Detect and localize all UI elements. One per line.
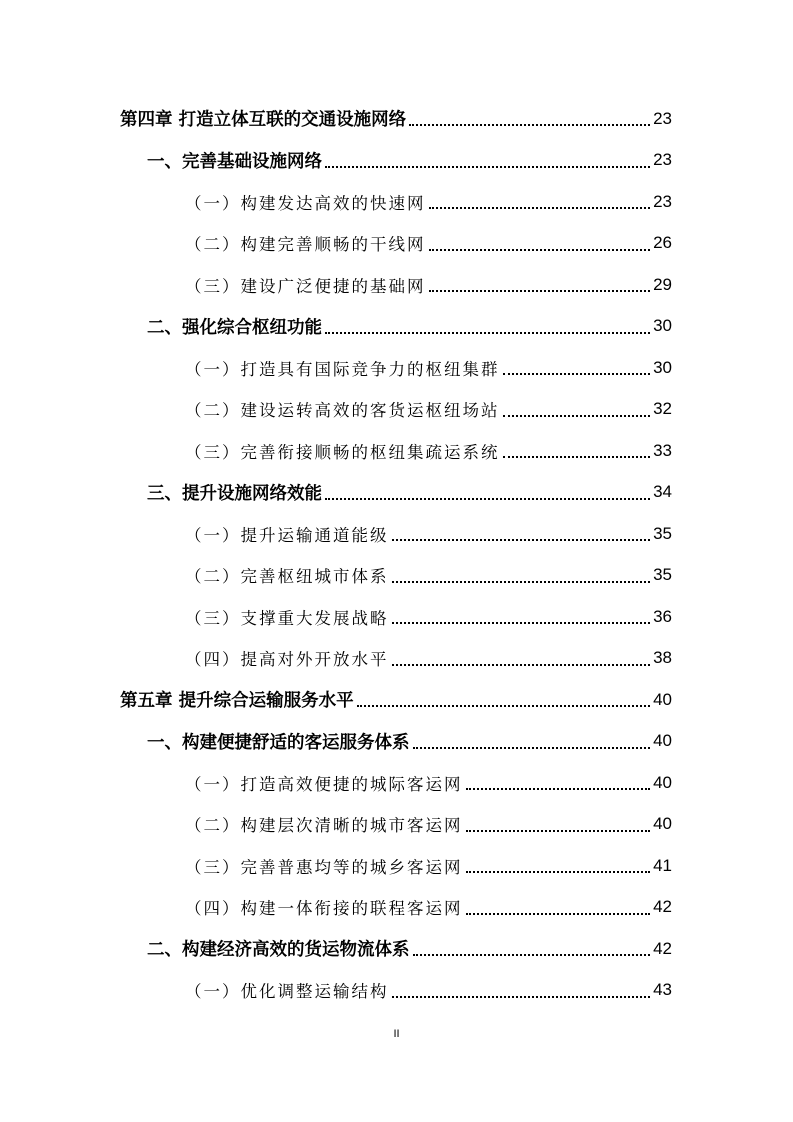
toc-subsection-entry[interactable] <box>0 970 793 1012</box>
toc-entry-title: 一、构建便捷舒适的客运服务体系 <box>147 732 410 753</box>
toc-dot-leader <box>466 829 651 832</box>
toc-entry-page-number: 32 <box>653 399 672 419</box>
toc-entry-page-number: 33 <box>653 440 672 460</box>
toc-subsection-entry[interactable] <box>0 887 793 929</box>
toc-dot-leader <box>503 414 651 417</box>
toc-entry-title: （二）完善枢纽城市体系 <box>185 567 389 587</box>
toc-entry-title: （二）构建完善顺畅的干线网 <box>185 235 426 255</box>
toc-dot-leader <box>413 953 651 956</box>
page-footer-number: II <box>393 1028 400 1040</box>
toc-entry-title: （四）提高对外开放水平 <box>185 650 389 670</box>
toc-subsection-entry[interactable] <box>0 181 793 223</box>
toc-entry-page-number: 42 <box>653 938 672 958</box>
toc-entry-title: 第四章 打造立体互联的交通设施网络 <box>120 110 407 131</box>
toc-entry-page-number: 26 <box>653 233 672 253</box>
toc-entry-title: （三）完善衔接顺畅的枢纽集疏运系统 <box>185 442 500 462</box>
toc-dot-leader <box>392 995 651 998</box>
toc-dot-leader <box>466 912 651 915</box>
toc-subsection-entry[interactable] <box>0 555 793 597</box>
toc-dot-leader <box>392 621 651 624</box>
toc-entry-page-number: 41 <box>653 855 672 875</box>
toc-entry-page-number: 35 <box>653 523 672 543</box>
toc-entry-page-number: 36 <box>653 606 672 626</box>
toc-dot-leader <box>325 165 650 168</box>
toc-dot-leader <box>429 248 651 251</box>
toc-dot-leader <box>392 538 651 541</box>
toc-entry-title: 三、提升设施网络效能 <box>147 483 322 504</box>
toc-dot-leader <box>413 746 651 749</box>
toc-entry-title: （一）构建发达高效的快速网 <box>185 193 426 213</box>
toc-subsection-entry[interactable] <box>0 264 793 306</box>
toc-entry-page-number: 42 <box>653 897 672 917</box>
toc-dot-leader <box>357 704 650 707</box>
toc-entry-page-number: 43 <box>653 980 672 1000</box>
toc-dot-leader <box>466 787 651 790</box>
toc-subsection-entry[interactable] <box>0 804 793 846</box>
toc-subsection-entry[interactable] <box>0 762 793 804</box>
toc-dot-leader <box>409 123 650 126</box>
toc-section-entry[interactable] <box>0 306 793 348</box>
toc-dot-leader <box>503 455 651 458</box>
toc-entry-title: （三）支撑重大发展战略 <box>185 608 389 628</box>
toc-entry-page-number: 30 <box>653 357 672 377</box>
toc-entry-page-number: 40 <box>653 772 672 792</box>
toc-entry-title: （三）完善普惠均等的城乡客运网 <box>185 857 463 877</box>
toc-entry-page-number: 29 <box>653 274 672 294</box>
toc-subsection-entry[interactable] <box>0 596 793 638</box>
toc-entry-page-number: 35 <box>653 565 672 585</box>
toc-entry-page-number: 38 <box>653 648 672 668</box>
toc-entry-page-number: 40 <box>653 814 672 834</box>
toc-entry-page-number: 34 <box>653 482 672 502</box>
toc-section-entry[interactable] <box>0 140 793 182</box>
toc-entry-title: （一）优化调整运输结构 <box>185 982 389 1002</box>
toc-subsection-entry[interactable] <box>0 389 793 431</box>
toc-subsection-entry[interactable] <box>0 845 793 887</box>
toc-dot-leader <box>392 663 651 666</box>
toc-subsection-entry[interactable] <box>0 430 793 472</box>
toc-subsection-entry[interactable] <box>0 347 793 389</box>
toc-chapter-entry[interactable] <box>0 98 793 140</box>
toc-section-entry[interactable] <box>0 472 793 514</box>
toc-entry-title: （三）建设广泛便捷的基础网 <box>185 276 426 296</box>
toc-subsection-entry[interactable] <box>0 638 793 680</box>
toc-entry-title: （一）打造具有国际竞争力的枢纽集群 <box>185 359 500 379</box>
toc-entry-page-number: 23 <box>653 108 672 128</box>
toc-subsection-entry[interactable] <box>0 513 793 555</box>
toc-entry-title: （二）构建层次清晰的城市客运网 <box>185 816 463 836</box>
toc-entry-title: （四）构建一体衔接的联程客运网 <box>185 899 463 919</box>
toc-dot-leader <box>325 497 650 500</box>
toc-section-entry[interactable] <box>0 721 793 763</box>
toc-dot-leader <box>466 870 651 873</box>
toc-dot-leader <box>503 372 651 375</box>
toc-subsection-entry[interactable] <box>0 223 793 265</box>
toc-dot-leader <box>392 580 651 583</box>
table-of-contents <box>0 98 793 1011</box>
toc-entry-title: （一）打造高效便捷的城际客运网 <box>185 774 463 794</box>
toc-entry-title: 一、完善基础设施网络 <box>147 151 322 172</box>
toc-entry-title: 二、构建经济高效的货运物流体系 <box>147 940 410 961</box>
toc-dot-leader <box>429 206 651 209</box>
toc-section-entry[interactable] <box>0 928 793 970</box>
toc-entry-title: 二、强化综合枢纽功能 <box>147 317 322 338</box>
toc-entry-title: （一）提升运输通道能级 <box>185 525 389 545</box>
toc-entry-title: 第五章 提升综合运输服务水平 <box>120 691 354 712</box>
toc-entry-page-number: 23 <box>653 191 672 211</box>
toc-entry-page-number: 30 <box>653 316 672 336</box>
toc-entry-title: （二）建设运转高效的客货运枢纽场站 <box>185 401 500 421</box>
toc-chapter-entry[interactable] <box>0 679 793 721</box>
toc-dot-leader <box>429 289 651 292</box>
toc-entry-page-number: 23 <box>653 150 672 170</box>
toc-entry-page-number: 40 <box>653 731 672 751</box>
toc-entry-page-number: 40 <box>653 689 672 709</box>
toc-dot-leader <box>325 331 650 334</box>
